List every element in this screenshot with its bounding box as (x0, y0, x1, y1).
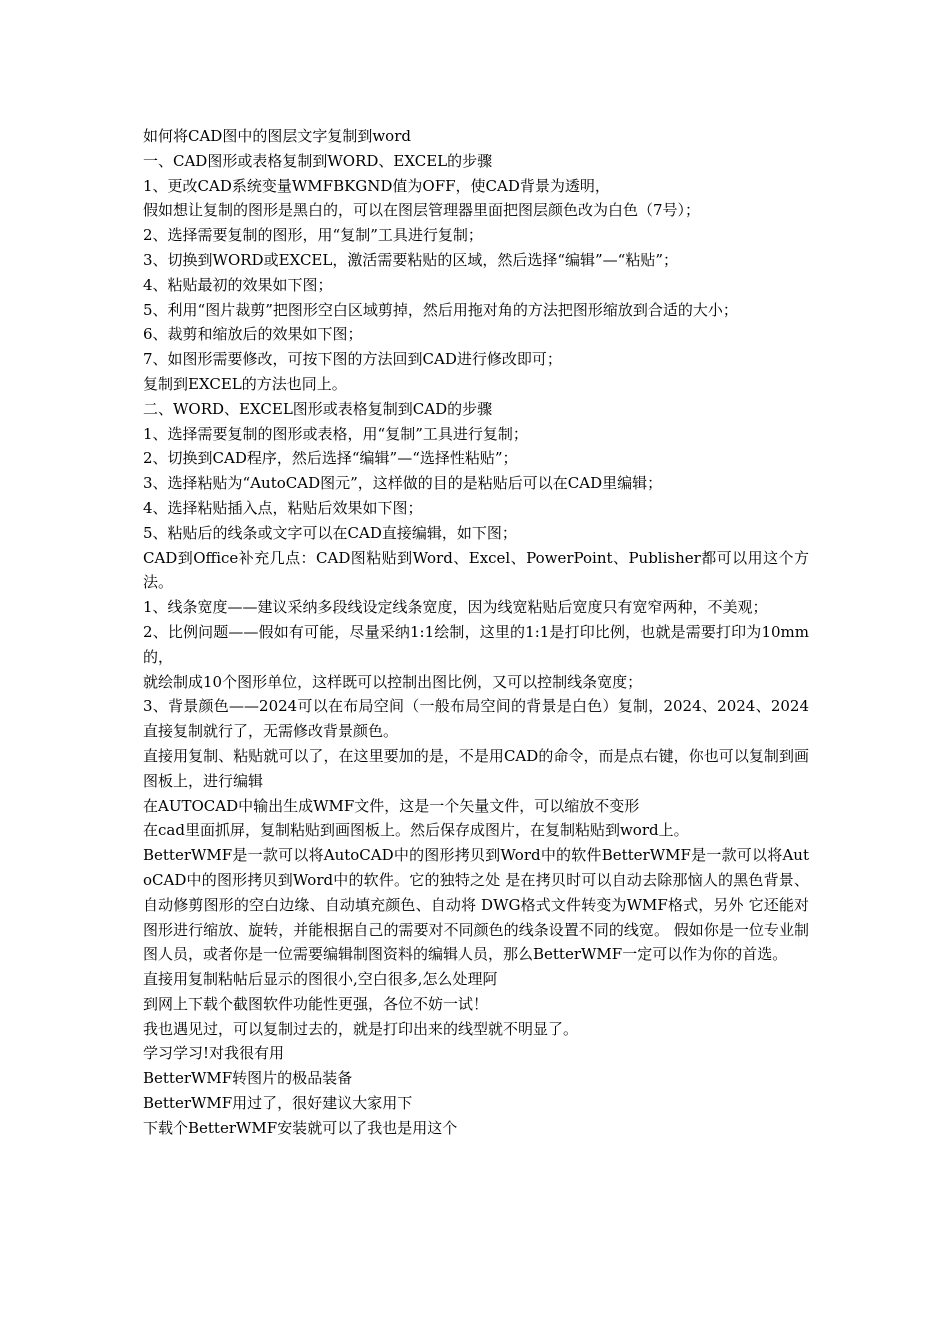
document-body (143, 124, 809, 1141)
paragraph: 4、粘贴最初的效果如下图； (143, 275, 333, 294)
paragraph: 我也遇见过，可以复制过去的，就是打印出来的线型就不明显了。 (143, 1019, 579, 1038)
paragraph: 2、比例问题——假如有可能，尽量采纳1:1绘制，这里的1:1是打印比例，也就是需要打印为10mm的， (143, 622, 809, 666)
paragraph: 在cad里面抓屏，复制粘贴到画图板上。然后保存成图片，在复制粘贴到word上。 (143, 821, 689, 840)
paragraph: 1、选择需要复制的图形或表格，用“复制”工具进行复制； (143, 424, 528, 443)
paragraph: 2、切换到CAD程序，然后选择“编辑”—“选择性粘贴”； (143, 449, 518, 468)
paragraph: 到网上下载个截图软件功能性更强，各位不妨一试！ (143, 994, 489, 1013)
paragraph: 7、如图形需要修改，可按下图的方法回到CAD进行修改即可； (143, 350, 562, 369)
paragraph: 3、选择粘贴为“AutoCAD图元”，这样做的目的是粘贴后可以在CAD里编辑； (143, 474, 663, 493)
document-title: 如何将CAD图中的图层文字复制到word (143, 127, 411, 145)
paragraph: 2、选择需要复制的图形，用“复制”工具进行复制； (143, 226, 483, 245)
paragraph: BetterWMF用过了，很好建议大家用下 (143, 1094, 413, 1113)
paragraph: 下载个BetterWMF安装就可以了我也是用这个 (143, 1118, 458, 1137)
paragraph: 直接用复制、粘贴就可以了，在这里要加的是，不是用CAD的命令，而是点右键，你也可以复制到画图板上，进行编辑 (143, 746, 809, 790)
paragraph: 在AUTOCAD中输出生成WMF文件，这是一个矢量文件，可以缩放不变形 (143, 796, 640, 815)
paragraph: 学习学习!对我很有用 (143, 1044, 285, 1063)
paragraph: BetterWMF转图片的极品装备 (143, 1069, 353, 1088)
paragraph: 3、背景颜色——2024可以在布局空间（一般布局空间的背景是白色）复制，2024、2024、2024直接复制就行了，无需修改背景颜色。 (143, 697, 809, 741)
paragraph: CAD到Office补充几点：CAD图粘贴到Word、Excel、PowerPoint、Publisher都可以用这个方法。 (143, 548, 809, 592)
section-heading-2: 二、WORD、EXCEL图形或表格复制到CAD的步骤 (143, 399, 493, 418)
section-heading-1: 一、CAD图形或表格复制到WORD、EXCEL的步骤 (143, 151, 493, 170)
paragraph: 复制到EXCEL的方法也同上。 (143, 374, 347, 393)
paragraph: 5、利用“图片裁剪”把图形空白区域剪掉，然后用拖对角的方法把图形缩放到合适的大小； (143, 300, 738, 319)
paragraph: 3、切换到WORD或EXCEL，激活需要粘贴的区域，然后选择“编辑”—“粘贴”； (143, 250, 679, 269)
paragraph: 直接用复制粘帖后显示的图很小,空白很多,怎么处理阿 (143, 970, 498, 989)
paragraph: 1、线条宽度——建议采纳多段线设定线条宽度，因为线宽粘贴后宽度只有宽窄两种，不美观； (143, 598, 768, 617)
paragraph: BetterWMF是一款可以将AutoCAD中的图形拷贝到Word中的软件BetterWMF是一款可以将AutoCAD中的图形拷贝到Word中的软件。它的独特之处 是在拷贝时可以自动去除那恼人的黑色背景、自动修剪图形的空白边缘、自动填充颜色、自动将 DWG格式文件转变为WMF格式，另外 它还能对图形进行缩放、旋转，并能根据自己的需要对不同颜色的线条设置不同的线宽。 假如你是一位专业制图人员，或者你是一位需要编辑制图资料的编辑人员，那么BetterWMF一定可以作为你的首选。 (143, 846, 809, 964)
paragraph: 4、选择粘贴插入点，粘贴后效果如下图； (143, 498, 423, 517)
paragraph: 假如想让复制的图形是黑白的，可以在图层管理器里面把图层颜色改为白色（7号）； (143, 201, 701, 220)
paragraph: 5、粘贴后的线条或文字可以在CAD直接编辑，如下图； (143, 523, 517, 542)
paragraph: 就绘制成10个图形单位，这样既可以控制出图比例，又可以控制线条宽度； (143, 672, 643, 691)
paragraph: 1、更改CAD系统变量WMFBKGND值为OFF，使CAD背景为透明， (143, 176, 610, 195)
paragraph: 6、裁剪和缩放后的效果如下图； (143, 325, 363, 344)
